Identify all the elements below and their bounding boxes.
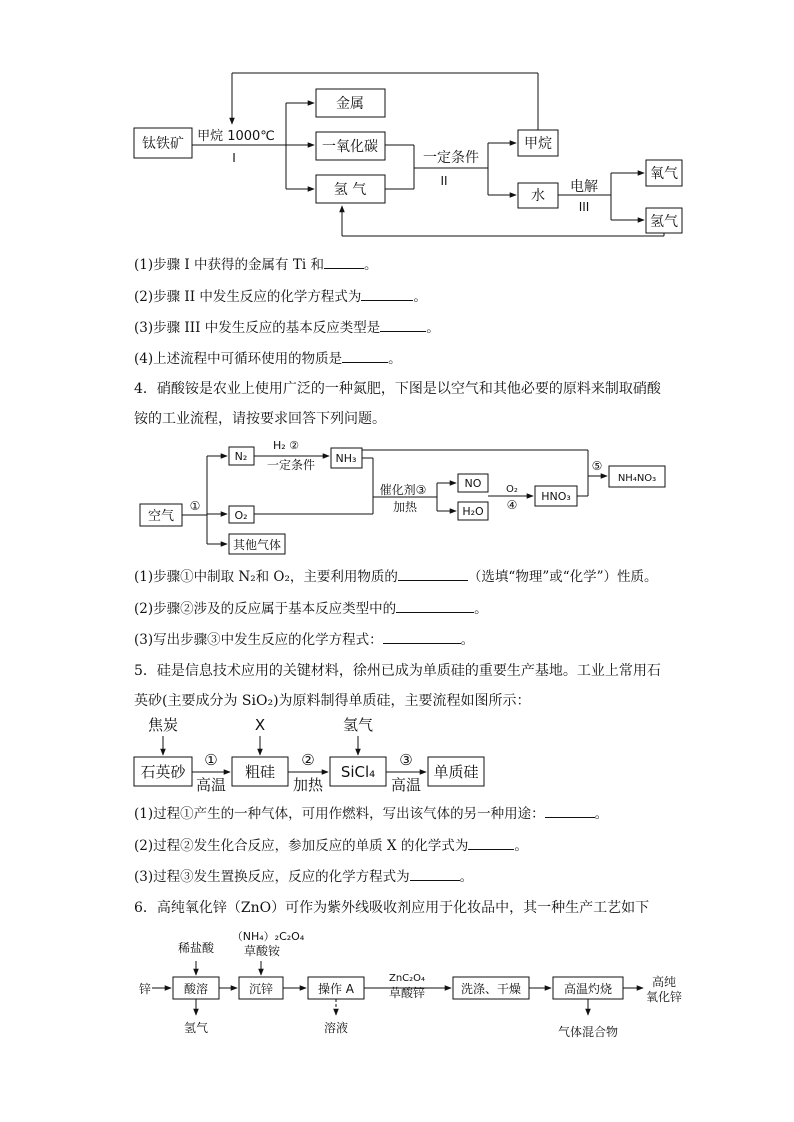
label-catalyst: 催化剂③ [379, 483, 427, 497]
label-ammonium-oxalate-formula: （NH₄）₂C₂O₄ [231, 930, 305, 943]
label-step1-num: I [232, 151, 236, 165]
flow-diagram-zinc-oxide [0, 925, 794, 1045]
label-hydrogen-out: 氢气 [183, 1021, 209, 1035]
answer-blank[interactable] [398, 566, 468, 581]
q4-item-2-end: 。 [474, 601, 488, 617]
flow-diagram-ammonium-nitrate [0, 436, 794, 562]
label-hno3: HNO₃ [541, 490, 571, 503]
label-ore: 钛铁矿 [142, 136, 184, 152]
q5-item-3-end: 。 [459, 869, 474, 885]
label-nh3: NH₃ [335, 452, 357, 465]
label-sicl4: SiCl₄ [340, 763, 376, 781]
q3-item-3-end: 。 [426, 320, 440, 336]
q3-item-3 [134, 317, 440, 338]
label-solution: 溶液 [323, 1021, 349, 1035]
label-step-5: ⑤ [591, 459, 603, 473]
q4-intro: 4．硝酸铵是农业上使用广泛的一种氮肥，下图是以空气和其他必要的原料来制取硝酸铵的工业流程，请按要求回答下列问题。 [134, 381, 661, 427]
label-precipitate: 沉锌 [248, 982, 274, 996]
q3-item-1-text: (1)步骤 I 中获得的金属有 Ti 和 [134, 257, 324, 273]
answer-blank[interactable] [396, 598, 474, 613]
label-wash-dry: 洗涤、干燥 [460, 982, 522, 996]
label-crude-si: 粗硅 [244, 763, 276, 781]
label-other-gas: 其他气体 [232, 538, 282, 552]
q3-item-3-text: (3)步骤 III 中发生反应的基本反应类型是 [134, 320, 381, 336]
answer-blank[interactable] [342, 348, 388, 363]
q4-item-3 [134, 629, 474, 650]
label-no: NO [464, 477, 482, 490]
label-znc2o4: ZnC₂O₄ [388, 973, 426, 984]
q4-item-3-end: 。 [460, 632, 475, 648]
label-x: X [254, 716, 266, 734]
q5-item-2-end: 。 [514, 838, 528, 854]
q4-item-1 [134, 566, 658, 587]
q5-item-3-text: (3)过程③发生置换反应，反应的化学方程式为 [134, 869, 410, 885]
q3-item-2 [134, 286, 427, 307]
label-zinc-oxalate: 草酸锌 [388, 986, 426, 1000]
label-product-2: 氧化锌 [645, 990, 683, 1004]
label-step-3: ③ [399, 751, 413, 769]
label-methane: 甲烷 [524, 136, 552, 152]
q4-item-1-text: (1)步骤①中制取 N₂和 O₂，主要利用物质的 [134, 569, 398, 585]
label-hydrogen: 氢气 [650, 214, 678, 230]
label-hydrogen: 氢气 [342, 716, 374, 734]
label-quartz-sand: 石英砂 [140, 763, 186, 781]
q4-item-2 [134, 598, 488, 619]
q3-item-2-text: (2)步骤 II 中发生反应的化学方程式为 [134, 289, 362, 305]
answer-blank[interactable] [410, 866, 460, 881]
label-step1: 甲烷 1000℃ [197, 129, 275, 144]
q4-item-3-text: (3)写出步骤③中发生反应的化学方程式： [134, 632, 383, 648]
label-heat: 加热 [392, 500, 418, 514]
label-air: 空气 [147, 509, 175, 524]
label-step-4: ④ [506, 498, 518, 512]
q5-intro: 5．硅是信息技术应用的关键材料，徐州已成为单质硅的重要生产基地。工业上常用石英砂(主要成分为 SiO₂)为原料制得单质硅，主要流程如图所示： [134, 663, 661, 709]
label-dilute-hcl: 稀盐酸 [177, 941, 215, 955]
label-n2: N₂ [234, 450, 248, 463]
label-step-1: ① [189, 499, 201, 513]
label-heating: 加热 [292, 776, 324, 794]
label-si: 单质硅 [433, 763, 479, 781]
q4-item-1-end: （选填“物理”或“化学”）性质。 [467, 569, 658, 585]
answer-blank[interactable] [468, 835, 514, 850]
label-step-1: ① [204, 751, 218, 769]
answer-blank[interactable] [324, 254, 364, 269]
answer-blank[interactable] [361, 286, 413, 301]
label-water: 水 [531, 188, 545, 204]
label-condition: 一定条件 [423, 150, 479, 166]
label-co: 一氧化碳 [322, 139, 378, 155]
label-coke: 焦炭 [147, 716, 179, 734]
q5-item-1 [134, 803, 608, 824]
label-condition: 一定条件 [266, 458, 316, 472]
q6-intro: 6．高纯氧化锌（ZnO）可作为紫外线吸收剂应用于化妆品中，其一种生产工艺如下 [134, 900, 650, 916]
q4-item-2-text: (2)步骤②涉及的反应属于基本反应类型中的 [134, 601, 397, 617]
label-metal: 金属 [336, 96, 364, 112]
answer-blank[interactable] [380, 317, 426, 332]
flow-diagram-silicon [0, 712, 794, 796]
q3-item-4-end: 。 [388, 351, 402, 367]
q3-item-1 [134, 254, 377, 275]
label-oxygen: 氧气 [650, 166, 678, 182]
label-ammonium-oxalate: 草酸铵 [243, 944, 281, 958]
label-high-temp-1: 高温 [195, 776, 227, 794]
label-product-1: 高纯 [651, 975, 677, 989]
answer-blank[interactable] [383, 629, 461, 644]
q5-item-1-text: (1)过程①产生的一种气体，可用作燃料，写出该气体的另一种用途： [134, 806, 545, 822]
q5-item-3 [134, 866, 473, 887]
flow-diagram-titanium [0, 0, 794, 250]
label-acid-dissolve: 酸溶 [183, 982, 209, 996]
label-operation-a: 操作 A [317, 982, 355, 996]
label-o2: O₂ [234, 509, 248, 522]
q5-item-2-text: (2)过程②发生化合反应，参加反应的单质 X 的化学式为 [134, 838, 469, 854]
q5-item-2 [134, 835, 528, 856]
label-calcine: 高温灼烧 [563, 982, 613, 996]
label-step2-num: II [440, 174, 448, 188]
label-high-temp-3: 高温 [390, 776, 422, 794]
q3-item-2-end: 。 [413, 289, 427, 305]
label-electrolysis: 电解 [570, 179, 598, 195]
label-step-2: ② [301, 751, 315, 769]
q5-item-1-end: 。 [594, 806, 609, 822]
label-h2-step2: H₂ ② [272, 439, 300, 452]
q3-item-1-end: 。 [363, 257, 378, 273]
label-h2: 氢 气 [333, 182, 367, 198]
q3-item-4 [134, 348, 402, 369]
label-nh4no3: NH₄NO₃ [617, 473, 657, 484]
label-o2-reagent: O₂ [506, 484, 518, 495]
label-h2o: H₂O [462, 505, 484, 518]
q3-item-4-text: (4)上述流程中可循环使用的物质是 [134, 351, 343, 367]
label-gas-mixture: 气体混合物 [557, 1025, 619, 1039]
label-zinc: 锌 [138, 982, 152, 996]
answer-blank[interactable] [545, 803, 595, 818]
label-step3-num: III [578, 200, 590, 214]
